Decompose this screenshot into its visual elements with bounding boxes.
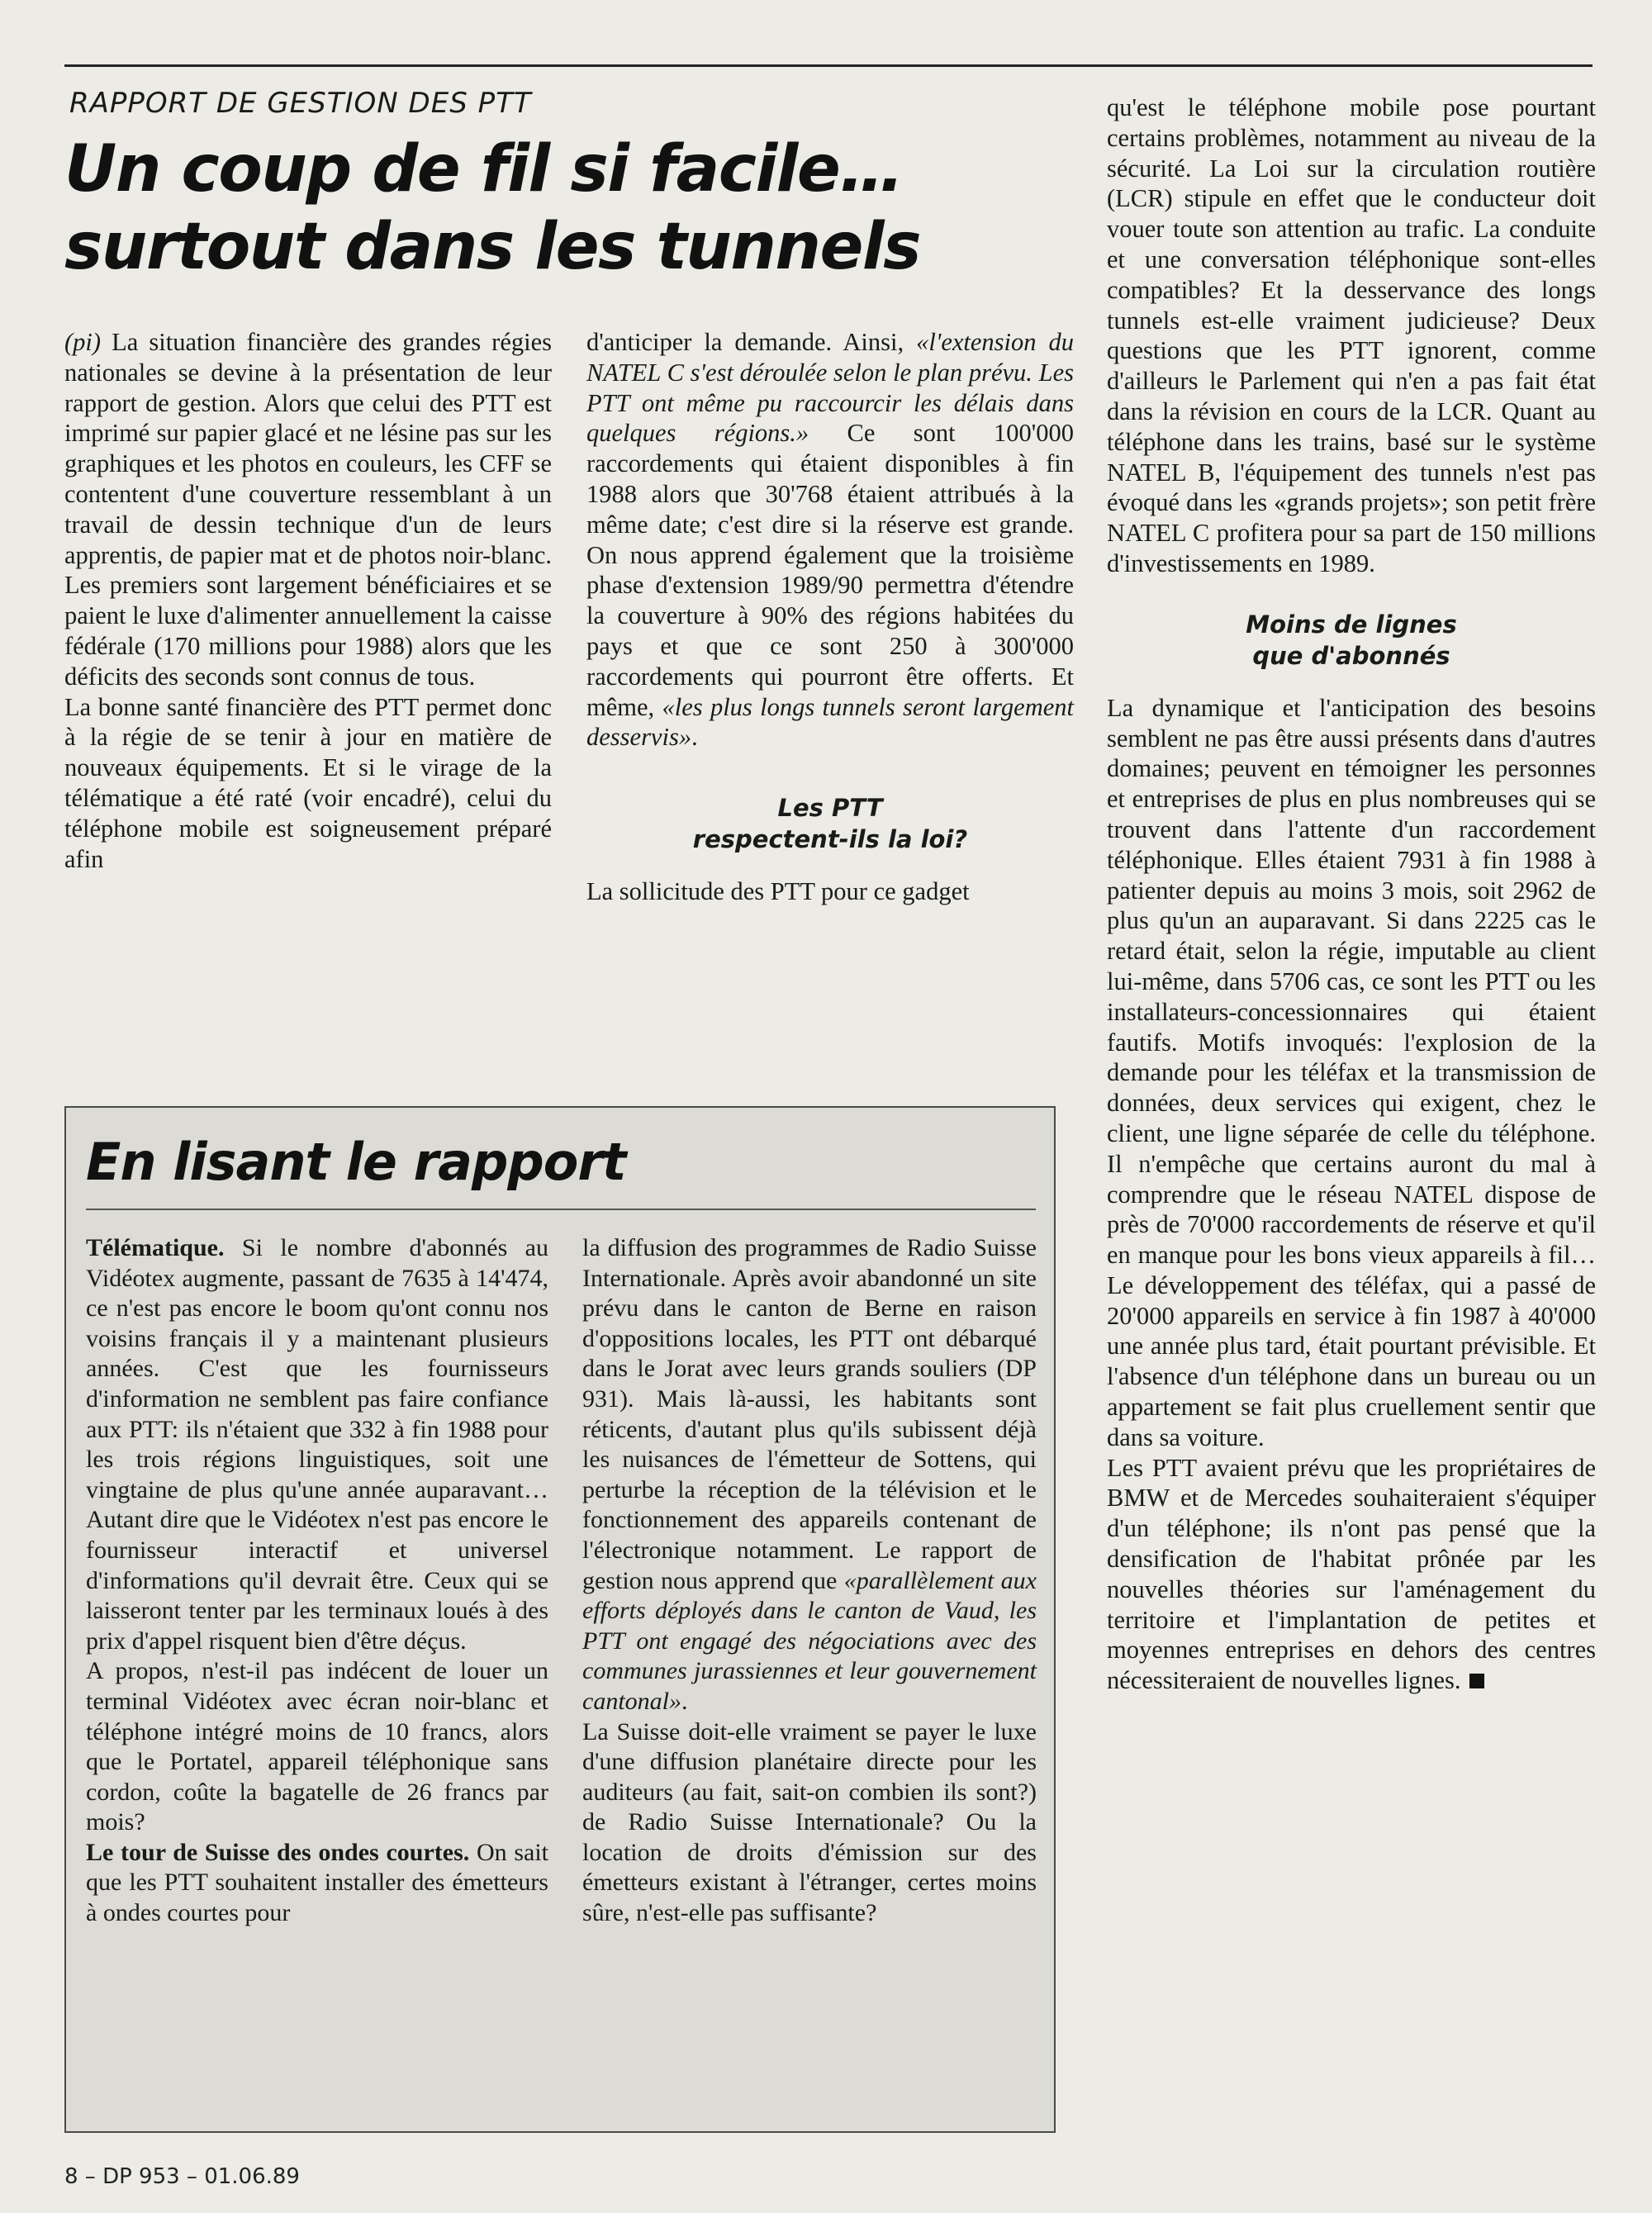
page-footer: 8 – DP 953 – 01.06.89 <box>64 2164 300 2189</box>
col3-paragraph-3-text: Les PTT avaient prévu que les propriétaires de BMW et de Mercedes souhaiteraient s'équiper d'un téléphone; ils n'ont pas pensé que la densification de l'habitat prônée par les nouvelles théories sur l'aménagement du territoire et l'implantation de petites et moyennes entreprises en dehors des centres nécessiteraient de nouvelles lignes. <box>1107 1453 1596 1695</box>
box-right-quote: «parallèlement aux efforts déployés dans le canton de Vaud, les PTT ont engagé des négociations avec des communes jurassiennes et leur gouvernement cantonal» <box>582 1566 1037 1715</box>
top-rule <box>64 64 1593 67</box>
box-paragraph-ondes-courtes-text: On sait que les PTT souhaitent installer des émetteurs à ondes courtes pour <box>86 1838 548 1927</box>
article-column-1 <box>64 327 552 874</box>
article-column-2 <box>586 327 1074 907</box>
subhead-moins-de-lignes <box>1107 609 1596 672</box>
box-paragraph-a-propos: A propos, n'est-il pas indécent de louer un terminal Vidéotex avec écran noir-blanc et téléphone intégré moins de 10 francs, alors que le Portatel, appareil téléphonique sans cordon, coûte la bagatelle de 26 francs par mois? <box>86 1657 548 1836</box>
subhead-moins-de-lignes-line-1: Moins de lignes <box>1246 610 1457 639</box>
box-paragraph-ondes-courtes <box>86 1838 548 1929</box>
box-lead-telematique: Télématique. <box>86 1234 225 1261</box>
box-right-text-b: . <box>681 1687 688 1715</box>
box-column-left <box>86 1233 548 1929</box>
headline-line-1: Un coup de fil si facile… <box>64 132 903 207</box>
author-initials: (pi) <box>64 328 102 356</box>
sidebar-box <box>64 1106 1056 2133</box>
kicker: RAPPORT DE GESTION DES PTT <box>69 87 532 120</box>
box-paragraph-telematique-text: Si le nombre d'abonnés au Vidéotex augmente, passant de 7635 à 14'474, ce n'est pas encore le boom qu'ont connu nos voisins français il y a maintenant plusieurs années. C'est que les fournisseurs d'information ne semblent pas faire confiance aux PTT: ils n'étaient que 332 à fin 1988 pour les trois régions linguistiques, soit une vingtaine de plus qu'une année auparavant… Autant dire que le Vidéotex n'est pas encore le fournisseur interactif et universel d'informations qu'il devrait être. Ceux qui se laisseront tenter par les terminaux loués à des prix d'appel risquent bien d'être déçus. <box>86 1234 548 1655</box>
end-of-article-mark <box>1469 1674 1484 1688</box>
col3-paragraph-3 <box>1107 1453 1596 1696</box>
col2-paragraph-1 <box>586 327 1074 753</box>
col1-paragraph-1-text: La situation financière des grandes régies nationales se devine à la présentation de leur rapport de gestion. Alors que celui des PTT est imprimé sur papier glacé et ne lésine pas sur les graphiques et les photos en couleurs, les CFF se contentent d'une couverture ressemblant à un travail de dessin technique d'un de leurs apprentis, de papier mat et de photos noir-blanc. Les premiers sont largement bénéficiaires et se paient le luxe d'alimenter annuellement la caisse fédérale (170 millions pour 1988) alors que les déficits des seconds sont connus de tous. <box>64 328 552 691</box>
sidebar-box-title: En lisant le rapport <box>86 1132 626 1192</box>
headline-line-2: surtout dans les tunnels <box>64 210 921 284</box>
subhead-les-ptt <box>586 792 1074 855</box>
col2-paragraph-2: La sollicitude des PTT pour ce gadget <box>586 877 970 906</box>
subhead-les-ptt-line-1: Les PTT <box>777 794 883 823</box>
col1-paragraph-1 <box>64 327 552 692</box>
subhead-moins-de-lignes-line-2: que d'abonnés <box>1252 641 1450 670</box>
col3-paragraph-2: La dynamique et l'anticipation des besoins semblent ne pas être aussi présents dans d'autres domaines; peuvent en témoigner les personnes et entreprises de plus en plus nombreuses qui se trouvent dans l'attente d'un raccordement téléphonique. Elles étaient 7931 à fin 1988 à patienter depuis au moins 3 mois, soit 2962 de plus qu'un an auparavant. Si dans 2225 cas le retard était, selon la régie, imputable au client lui-même, dans 5706 cas, ce sont les PTT ou les installateurs-concessionnaires qui étaient fautifs. Motifs invoqués: l'explosion de la demande pour les téléfax et la transmission de données, deux services qui exigent, chez le client, une ligne séparée de celle du téléphone. Il n'empêche que certains auront du mal à comprendre que le réseau NATEL dispose de près de 70'000 raccordements de réserve et qu'il en manque pour les bons vieux appareils à fil… Le développement des téléfax, qui a passé de 20'000 appareils en service à fin 1987 à 40'000 une année plus tard, était pourtant prévisible. Et l'absence d'un téléphone dans un bureau ou un appartement se fait plus cruellement sentir que dans sa voiture. <box>1107 693 1596 1451</box>
box-paragraph-radio-suisse <box>582 1233 1037 1717</box>
col3-paragraph-1: qu'est le téléphone mobile pose pourtant certains problèmes, notamment au niveau de la sécurité. La Loi sur la circulation routière (LCR) stipule en effet que le conducteur doit vouer toute son attention au trafic. La conduite et une conversation téléphonique sont-elles compatibles? Et la desservance des longs tunnels est-elle vraiment judicieuse? Deux questions que les PTT ignorent, comme d'ailleurs le Parlement qui n'en a pas fait état dans la révision en cours de la LCR. Quant au téléphone dans les trains, basé sur le système NATEL B, l'équipement des tunnels n'est pas évoqué dans les «grands projets»; son petit frère NATEL C profitera pour sa part de 150 millions d'investissements en 1989. <box>1107 93 1596 577</box>
col2-text-a: d'anticiper la demande. Ainsi, <box>586 328 917 356</box>
col1-paragraph-2: La bonne santé financière des PTT permet donc à la régie de se tenir à jour en matière de nouveaux équipements. Et si le virage de la télématique a été raté (voir encadré), celui du téléphone mobile est soigneusement préparé afin <box>64 692 552 873</box>
box-lead-ondes-courtes: Le tour de Suisse des ondes courtes. <box>86 1838 470 1866</box>
col2-quote-2: «les plus longs tunnels seront largement desservis» <box>586 692 1074 752</box>
col2-text-b: Ce sont 100'000 raccordements qui étaient disponibles à fin 1988 alors que 30'768 étaient attribués à la même date; c'est dire si la réserve est grande. On nous apprend également que la troisième phase d'extension 1989/90 permettra d'étendre la couverture à 90% des régions habitées du pays et que ce sont 250 à 300'000 raccordements qui pourront être offerts. Et même, <box>586 419 1074 721</box>
box-column-right <box>582 1233 1037 1929</box>
box-paragraph-la-suisse: La Suisse doit-elle vraiment se payer le luxe d'une diffusion planétaire directe pour les auditeurs (au fait, sait-on combien ils sont?) de Radio Suisse Internationale? Ou la location de droits d'émission sur des émetteurs existant à l'étranger, certes moins sûre, n'est-elle pas suffisante? <box>582 1717 1037 1927</box>
box-right-text-a: la diffusion des programmes de Radio Suisse Internationale. Après avoir abandonné un site prévu dans le canton de Berne en raison d'oppositions locales, les PTT ont débarqué dans le Jorat avec leurs grands souliers (DP 931). Mais là-aussi, les habitants sont réticents, d'autant plus qu'ils subissent déjà les nuisances de l'émetteur de Sottens, qui perturbe la réception de la télévision et le fonctionnement des appareils contenant de l'électronique notamment. Le rapport de gestion nous apprend que <box>582 1234 1037 1594</box>
headline <box>64 131 1089 286</box>
col2-quote-1: «l'extension du NATEL C s'est déroulée selon le plan prévu. Les PTT ont même pu raccourcir les délais dans quelques régions.» <box>586 328 1074 448</box>
col2-text-c: . <box>691 723 698 752</box>
subhead-les-ptt-line-2: respectent-ils la loi? <box>692 825 968 854</box>
box-paragraph-telematique <box>86 1233 548 1656</box>
sidebar-box-rule <box>86 1209 1036 1210</box>
article-column-3 <box>1107 93 1596 1696</box>
